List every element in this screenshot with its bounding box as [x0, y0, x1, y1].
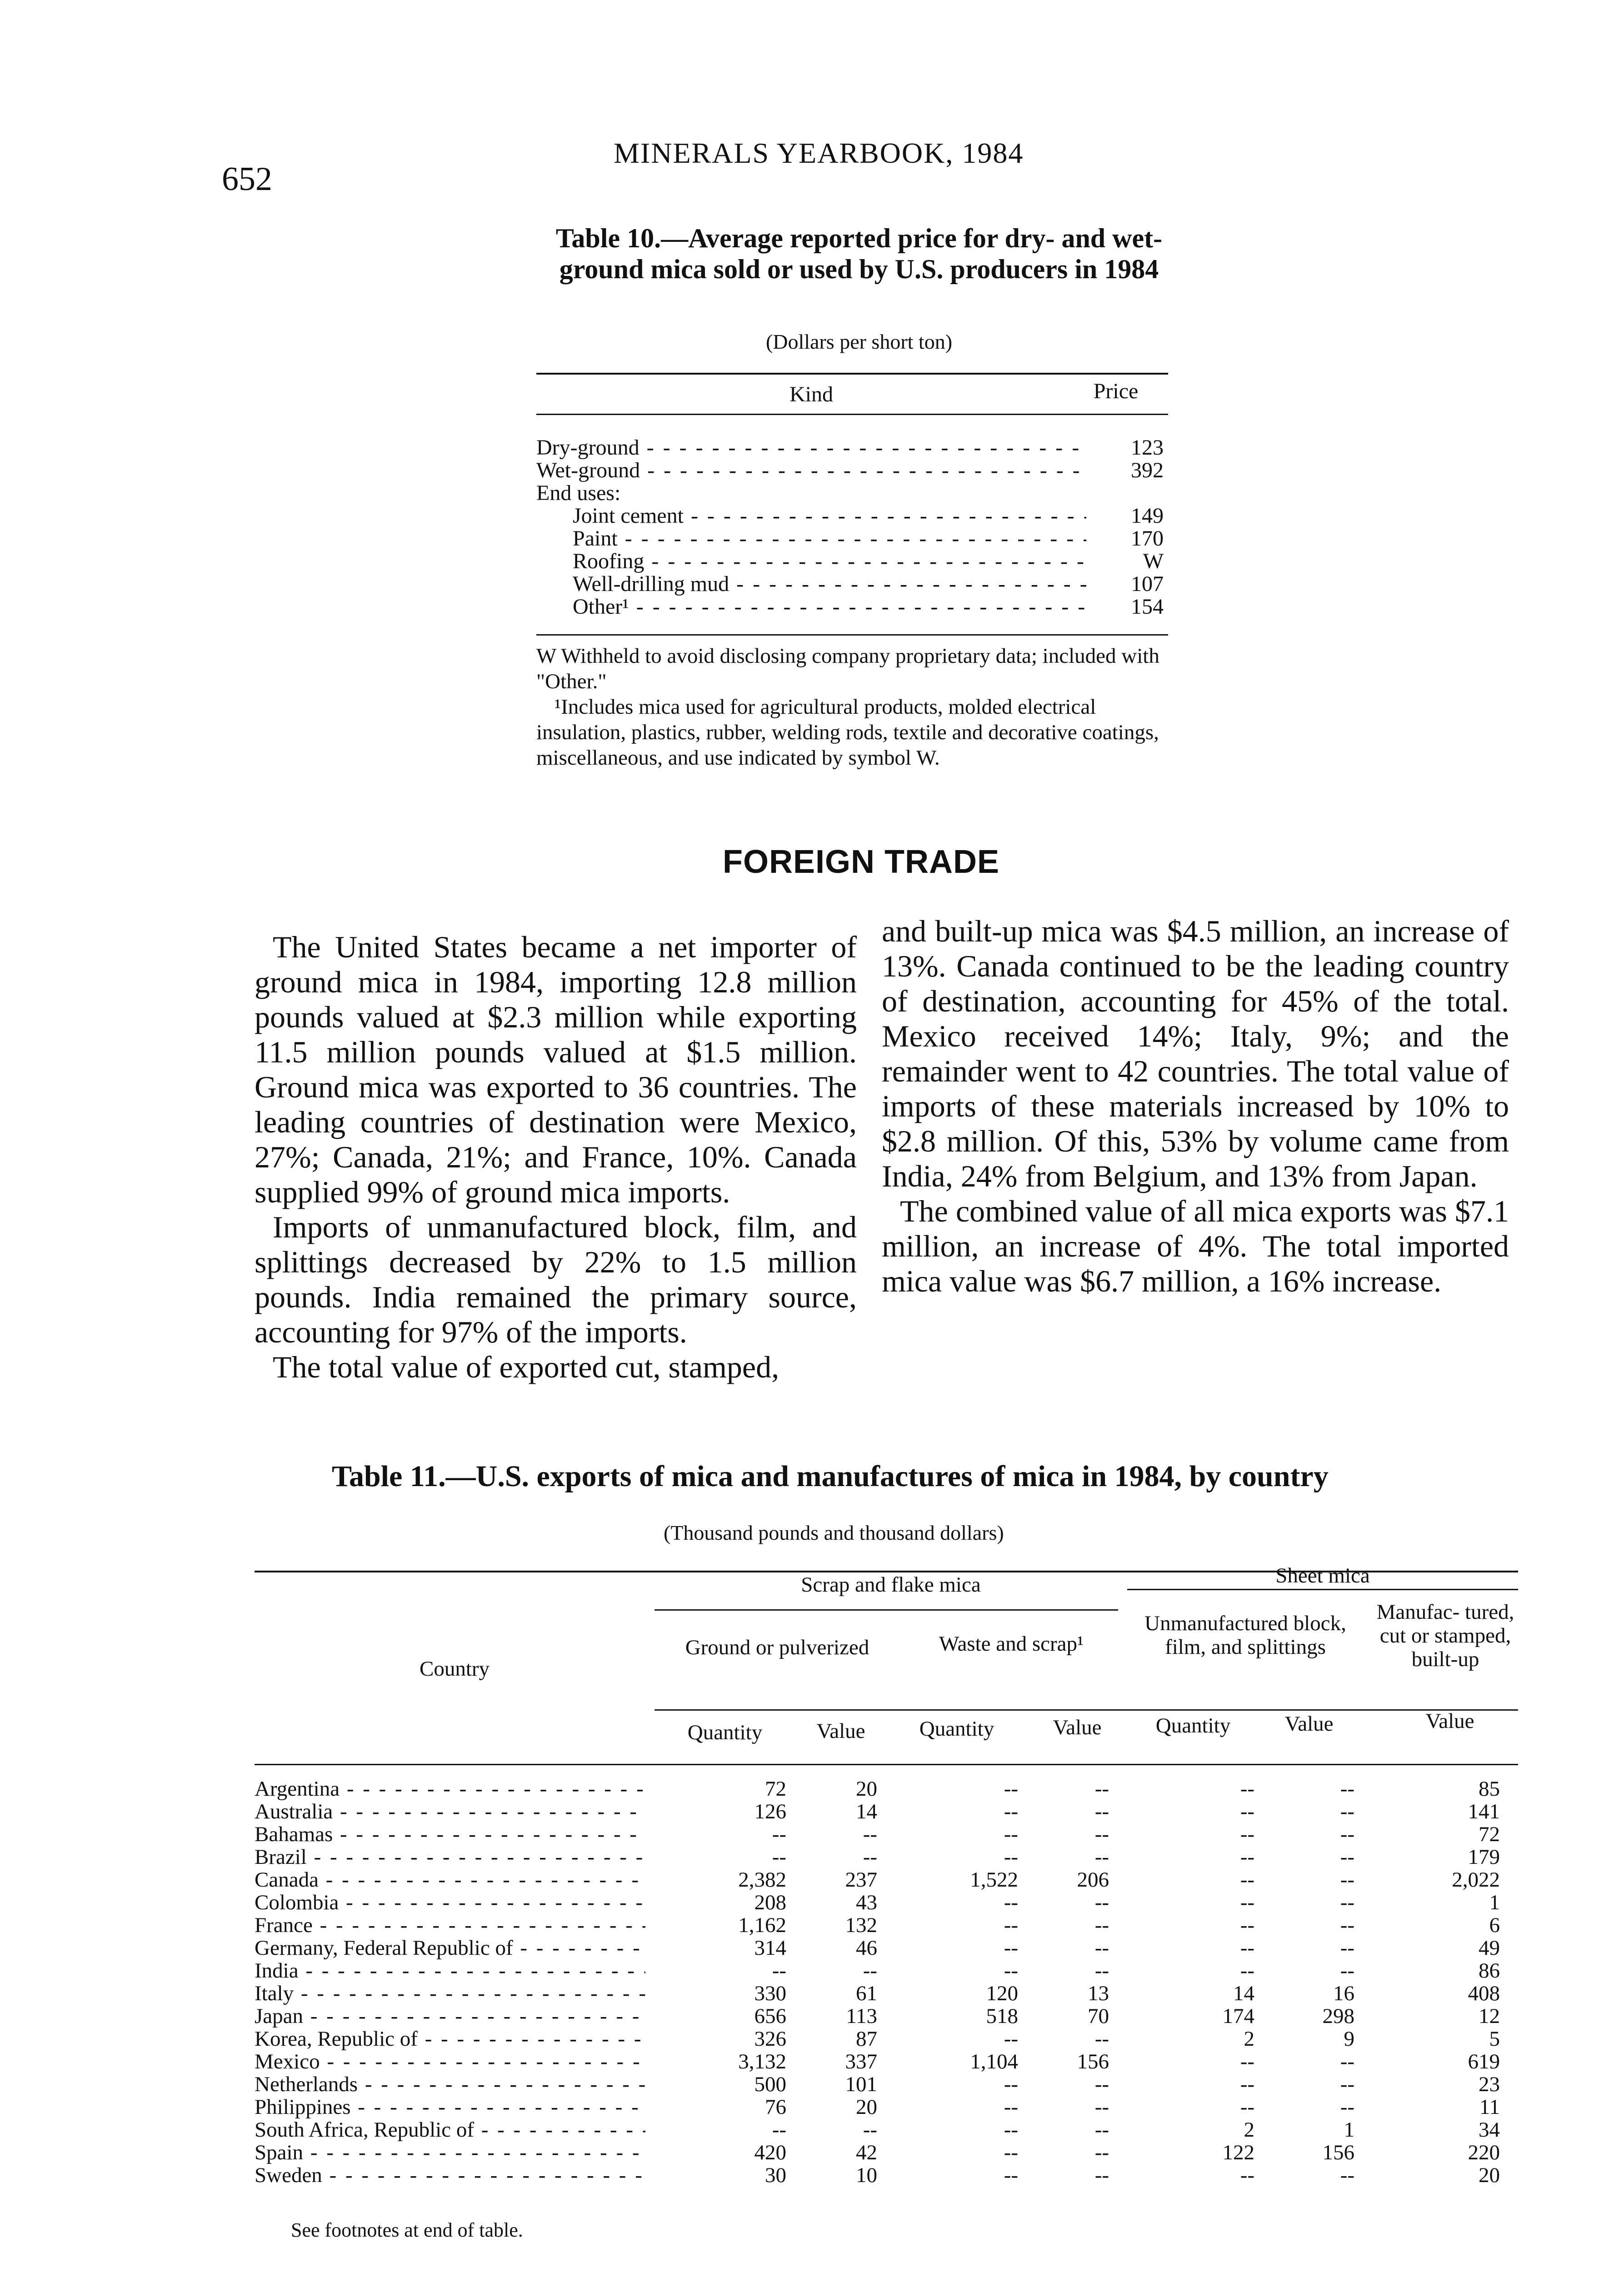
cell-ground-quantity: 1,162 [738, 1913, 786, 1937]
cell-waste-value: -- [1094, 1891, 1109, 1914]
cell-ground-value: 42 [856, 2141, 877, 2164]
cell-ground-quantity: -- [772, 1822, 786, 1846]
table-row [536, 550, 1164, 573]
table-row [536, 573, 1164, 596]
row-label: Roofing - - - [573, 550, 1086, 573]
cell-ground-quantity: 314 [754, 1936, 786, 1960]
paragraph: The United States became a net importer of ground mica in 1984, importing 12.8 million pounds valued at $2.3 million while exporting 11.5 million pounds valued at $1.5 million. Ground mica was exported to 36 countries. The leading countries of destination were Mexico, 27%; Canada, 21%; and France, 10%. Canada supplied 99% of ground mica imports. [255, 930, 857, 1209]
cell-unman-value: 156 [1322, 2141, 1354, 2164]
cell-ground-value: 87 [856, 2027, 877, 2051]
cell-manuf-value: 2,022 [1452, 1868, 1500, 1892]
footnote-1: ¹Includes mica used for agricultural products, molded electrical insulation, plastics, rubber, welding rods, textile and decorative coatings, miscellaneous, and use indicated by symbol W. [536, 695, 1159, 770]
cell-ground-quantity: -- [772, 2118, 786, 2142]
header-value: Value [1425, 1709, 1474, 1733]
row-value: 107 [1131, 572, 1164, 596]
cell-unman-value: 298 [1322, 2004, 1354, 2028]
table10-header-kind: Kind [790, 382, 833, 406]
row-value: W [1143, 549, 1164, 573]
cell-manuf-value: 85 [1479, 1777, 1500, 1801]
cell-waste-quantity: -- [1004, 1777, 1018, 1801]
cell-country: Canada - - - [255, 1868, 645, 1891]
cell-ground-quantity: 326 [754, 2027, 786, 2051]
cell-manuf-value: 86 [1479, 1959, 1500, 1983]
cell-waste-value: -- [1094, 1845, 1109, 1869]
cell-unman-value: -- [1340, 1800, 1354, 1823]
cell-unman-quantity: -- [1240, 1777, 1254, 1801]
header-ground: Ground or pulverized [685, 1636, 869, 1659]
cell-unman-value: -- [1340, 2163, 1354, 2187]
cell-ground-quantity: 330 [754, 1982, 786, 2005]
cell-unman-quantity: -- [1240, 1800, 1254, 1823]
table11-title: Table 11.—U.S. exports of mica and manufactures of mica in 1984, by country [332, 1460, 1329, 1493]
row-label: End uses: [536, 481, 621, 505]
cell-ground-quantity: 208 [754, 1891, 786, 1914]
cell-unman-value: -- [1340, 1913, 1354, 1937]
header-quantity: Quantity [1155, 1714, 1231, 1737]
row-label: Joint cement - - - [573, 505, 1086, 527]
cell-unman-quantity: 122 [1222, 2141, 1254, 2164]
cell-ground-quantity: 72 [765, 1777, 786, 1801]
cell-waste-value: -- [1094, 1936, 1109, 1960]
cell-waste-quantity: -- [1004, 2141, 1018, 2164]
table-row [255, 2096, 1509, 2118]
table-row [255, 2005, 1509, 2028]
table-row [255, 1982, 1509, 2005]
see-footnotes-note: See footnotes at end of table. [291, 2219, 523, 2241]
cell-waste-quantity: -- [1004, 1936, 1018, 1960]
table-row [255, 1937, 1509, 1959]
table10-top-rule [536, 373, 1168, 375]
table10-header-rule [536, 414, 1168, 415]
cell-ground-quantity: 30 [765, 2163, 786, 2187]
row-label: Well-drilling mud - - - [573, 573, 1086, 596]
cell-ground-quantity: 2,382 [738, 1868, 786, 1892]
header-rule [655, 1609, 1118, 1611]
cell-waste-value: -- [1094, 1800, 1109, 1823]
table-row [255, 1823, 1509, 1846]
cell-unman-value: -- [1340, 1891, 1354, 1914]
cell-waste-value: 156 [1077, 2050, 1109, 2073]
header-country: Country [419, 1657, 490, 1681]
cell-unman-quantity: -- [1240, 1959, 1254, 1983]
cell-waste-quantity: 1,104 [970, 2050, 1018, 2073]
table-row [255, 2118, 1509, 2141]
row-value: 392 [1131, 458, 1164, 482]
cell-manuf-value: 20 [1479, 2163, 1500, 2187]
table-row [255, 1868, 1509, 1891]
cell-waste-quantity: 1,522 [970, 1868, 1018, 1892]
cell-ground-value: 113 [846, 2004, 877, 2028]
cell-ground-value: 132 [845, 1913, 877, 1937]
header-quantity: Quantity [919, 1717, 994, 1741]
cell-waste-quantity: -- [1004, 2027, 1018, 2051]
cell-waste-quantity: -- [1004, 2095, 1018, 2119]
cell-waste-value: -- [1094, 2073, 1109, 2096]
cell-ground-value: 43 [856, 1891, 877, 1914]
table-row [255, 1914, 1509, 1937]
cell-waste-value: 206 [1077, 1868, 1109, 1892]
table11-units: (Thousand pounds and thousand dollars) [664, 1521, 1004, 1544]
cell-ground-value: -- [863, 2118, 877, 2142]
table10-bottom-rule [536, 634, 1168, 636]
cell-unman-quantity: 174 [1222, 2004, 1254, 2028]
cell-ground-value: -- [863, 1822, 877, 1846]
header-manufactured: Manufac- tured, cut or stamped, built-up [1376, 1600, 1514, 1671]
footnote-w: W Withheld to avoid disclosing company proprietary data; included with "Other." [536, 644, 1159, 693]
row-value: 149 [1131, 504, 1164, 528]
cell-ground-value: 46 [856, 1936, 877, 1960]
header-bottom-rule [255, 1764, 1518, 1765]
cell-waste-quantity: -- [1004, 2118, 1018, 2142]
cell-unman-quantity: 2 [1244, 2027, 1254, 2051]
table-row [255, 1777, 1509, 1800]
header-rule [1127, 1589, 1518, 1590]
text-column-left [255, 930, 857, 1385]
cell-ground-quantity: -- [772, 1959, 786, 1983]
cell-manuf-value: 220 [1468, 2141, 1500, 2164]
cell-ground-value: 14 [856, 1800, 877, 1823]
table-row [536, 505, 1164, 527]
cell-waste-quantity: -- [1004, 1845, 1018, 1869]
cell-ground-quantity: 420 [754, 2141, 786, 2164]
cell-waste-value: -- [1094, 1777, 1109, 1801]
row-label: Paint - - - [573, 527, 1086, 550]
cell-manuf-value: 5 [1489, 2027, 1500, 2051]
table-row [536, 436, 1164, 459]
cell-unman-quantity: -- [1240, 2050, 1254, 2073]
header-value: Value [816, 1719, 865, 1743]
cell-manuf-value: 11 [1479, 2095, 1500, 2119]
cell-unman-value: -- [1340, 1777, 1354, 1801]
cell-unman-value: -- [1340, 1868, 1354, 1892]
cell-unman-value: -- [1340, 1936, 1354, 1960]
cell-unman-quantity: -- [1240, 1891, 1254, 1914]
table-row [255, 2050, 1509, 2073]
cell-manuf-value: 34 [1479, 2118, 1500, 2142]
cell-waste-quantity: -- [1004, 1891, 1018, 1914]
cell-ground-quantity: 76 [765, 2095, 786, 2119]
page-number: 652 [222, 160, 272, 198]
table-row [536, 596, 1164, 618]
cell-waste-value: -- [1094, 1913, 1109, 1937]
header-scrap-flake: Scrap and flake mica [801, 1573, 981, 1597]
cell-unman-quantity: -- [1240, 1822, 1254, 1846]
cell-manuf-value: 619 [1468, 2050, 1500, 2073]
row-value: 170 [1131, 526, 1164, 551]
paragraph: The total value of exported cut, stamped, [273, 1350, 780, 1384]
cell-unman-value: 9 [1344, 2027, 1354, 2051]
cell-unman-value: 1 [1344, 2118, 1354, 2142]
cell-ground-value: 337 [845, 2050, 877, 2073]
table-row [255, 2028, 1509, 2050]
cell-waste-value: -- [1094, 1959, 1109, 1983]
cell-country: Netherlands - - - [255, 2073, 645, 2096]
row-label: Wet-ground - - - [536, 459, 1086, 482]
cell-unman-quantity: -- [1240, 1845, 1254, 1869]
cell-waste-value: -- [1094, 2095, 1109, 2119]
table-row [255, 2164, 1509, 2187]
section-heading: FOREIGN TRADE [723, 844, 1000, 880]
cell-ground-value: 20 [856, 1777, 877, 1801]
table-row [255, 1891, 1509, 1914]
cell-country: Sweden - - - [255, 2164, 645, 2187]
cell-manuf-value: 141 [1468, 1800, 1500, 1823]
cell-waste-value: -- [1094, 1822, 1109, 1846]
cell-waste-value: 70 [1088, 2004, 1109, 2028]
paragraph: Imports of unmanufactured block, film, and splittings decreased by 22% to 1.5 million pounds. India remained the primary source, accounting for 97% of the imports. [255, 1210, 857, 1349]
cell-waste-quantity: -- [1004, 2163, 1018, 2187]
header-quantity: Quantity [687, 1721, 763, 1744]
cell-country: India - - - [255, 1959, 645, 1982]
cell-ground-value: 10 [856, 2163, 877, 2187]
cell-manuf-value: 12 [1479, 2004, 1500, 2028]
cell-waste-value: -- [1094, 2027, 1109, 2051]
cell-country: Bahamas - - - [255, 1823, 645, 1846]
paragraph: and built-up mica was $4.5 million, an increase of 13%. Canada continued to be the leading country of destination, accounting for 45% of the total. Mexico received 14%; Italy, 9%; and the remainder went to 42 countries. The total value of imports of these materials increased by 10% to $2.8 million. Of this, 53% by volume came from India, 24% from Belgium, and 13% from Japan. [882, 914, 1509, 1193]
cell-manuf-value: 49 [1479, 1936, 1500, 1960]
table10-header-price: Price [1093, 379, 1139, 403]
cell-waste-value: -- [1094, 2118, 1109, 2142]
cell-country: Philippines - - - [255, 2096, 645, 2118]
cell-manuf-value: 23 [1479, 2073, 1500, 2096]
cell-unman-value: -- [1340, 1845, 1354, 1869]
row-label: Dry-ground - - - [536, 436, 1086, 459]
cell-unman-value: -- [1340, 2050, 1354, 2073]
cell-country: Mexico - - - [255, 2050, 645, 2073]
cell-manuf-value: 179 [1468, 1845, 1500, 1869]
cell-waste-value: 13 [1088, 1982, 1109, 2005]
cell-waste-quantity: -- [1004, 1822, 1018, 1846]
table-row [536, 527, 1164, 550]
cell-ground-quantity: 500 [754, 2073, 786, 2096]
cell-ground-value: 237 [845, 1868, 877, 1892]
cell-waste-value: -- [1094, 2141, 1109, 2164]
paragraph: The combined value of all mica exports was $7.1 million, an increase of 4%. The total imported mica value was $6.7 million, a 16% increase. [882, 1194, 1509, 1298]
cell-waste-quantity: -- [1004, 2073, 1018, 2096]
table10-units: (Dollars per short ton) [765, 330, 953, 353]
row-label: Other¹ - - - [573, 596, 1086, 618]
cell-waste-value: -- [1094, 2163, 1109, 2187]
cell-country: South Africa, Republic of - - - [255, 2118, 645, 2141]
cell-unman-quantity: -- [1240, 2095, 1254, 2119]
cell-waste-quantity: -- [1004, 1800, 1018, 1823]
header-waste: Waste and scrap¹ [939, 1632, 1084, 1656]
cell-manuf-value: 6 [1489, 1913, 1500, 1937]
table-row [255, 1800, 1509, 1823]
cell-unman-quantity: -- [1240, 2073, 1254, 2096]
cell-unman-quantity: 14 [1233, 1982, 1254, 2005]
table10-title: Table 10.—Average reported price for dry- and wet-ground mica sold or used by U.S. producers in 1984 [555, 223, 1163, 284]
cell-country: Germany, Federal Republic of - - - [255, 1937, 645, 1959]
cell-unman-value: -- [1340, 1959, 1354, 1983]
running-head: MINERALS YEARBOOK, 1984 [614, 137, 1024, 169]
cell-ground-value: -- [863, 1959, 877, 1983]
cell-ground-quantity: 3,132 [738, 2050, 786, 2073]
cell-country: Colombia - - - [255, 1891, 645, 1914]
cell-ground-quantity: 656 [754, 2004, 786, 2028]
cell-ground-value: -- [863, 1845, 877, 1869]
table-row [255, 1959, 1509, 1982]
table-row [255, 2073, 1509, 2096]
table-row [255, 1846, 1509, 1868]
cell-country: Brazil - - - [255, 1846, 645, 1868]
cell-waste-quantity: -- [1004, 1913, 1018, 1937]
cell-unman-quantity: -- [1240, 1868, 1254, 1892]
cell-ground-value: 61 [856, 1982, 877, 2005]
header-unmanufactured: Unmanufactured block, film, and splittings [1144, 1612, 1346, 1659]
cell-unman-value: -- [1340, 2095, 1354, 2119]
header-value: Value [1053, 1716, 1102, 1739]
row-value [1086, 482, 1164, 505]
cell-ground-quantity: 126 [754, 1800, 786, 1823]
row-value: 154 [1131, 595, 1164, 619]
cell-country: Spain - - - [255, 2141, 645, 2164]
row-value: 123 [1131, 436, 1164, 460]
cell-country: Australia - - - [255, 1800, 645, 1823]
cell-manuf-value: 1 [1489, 1891, 1500, 1914]
cell-country: France - - - [255, 1914, 645, 1937]
table-row [536, 459, 1164, 482]
table-row [255, 2141, 1509, 2164]
table-row [536, 482, 1164, 505]
cell-ground-value: 101 [845, 2073, 877, 2096]
cell-unman-quantity: -- [1240, 1913, 1254, 1937]
table10-footnotes [536, 643, 1173, 771]
text-column-right [882, 914, 1509, 1299]
cell-unman-quantity: 2 [1244, 2118, 1254, 2142]
cell-manuf-value: 408 [1468, 1982, 1500, 2005]
cell-ground-quantity: -- [772, 1845, 786, 1869]
cell-waste-quantity: -- [1004, 1959, 1018, 1983]
cell-waste-quantity: 120 [986, 1982, 1018, 2005]
cell-country: Argentina - - - [255, 1777, 645, 1800]
cell-ground-value: 20 [856, 2095, 877, 2119]
cell-unman-value: -- [1340, 2073, 1354, 2096]
header-sheet-mica: Sheet mica [1275, 1564, 1370, 1587]
cell-manuf-value: 72 [1479, 1822, 1500, 1846]
cell-unman-quantity: -- [1240, 2163, 1254, 2187]
header-value: Value [1284, 1712, 1334, 1736]
cell-unman-quantity: -- [1240, 1936, 1254, 1960]
cell-unman-value: 16 [1333, 1982, 1354, 2005]
cell-country: Italy - - - [255, 1982, 645, 2005]
cell-waste-quantity: 518 [986, 2004, 1018, 2028]
cell-country: Korea, Republic of - - - [255, 2028, 645, 2050]
cell-unman-value: -- [1340, 1822, 1354, 1846]
cell-country: Japan - - - [255, 2005, 645, 2028]
